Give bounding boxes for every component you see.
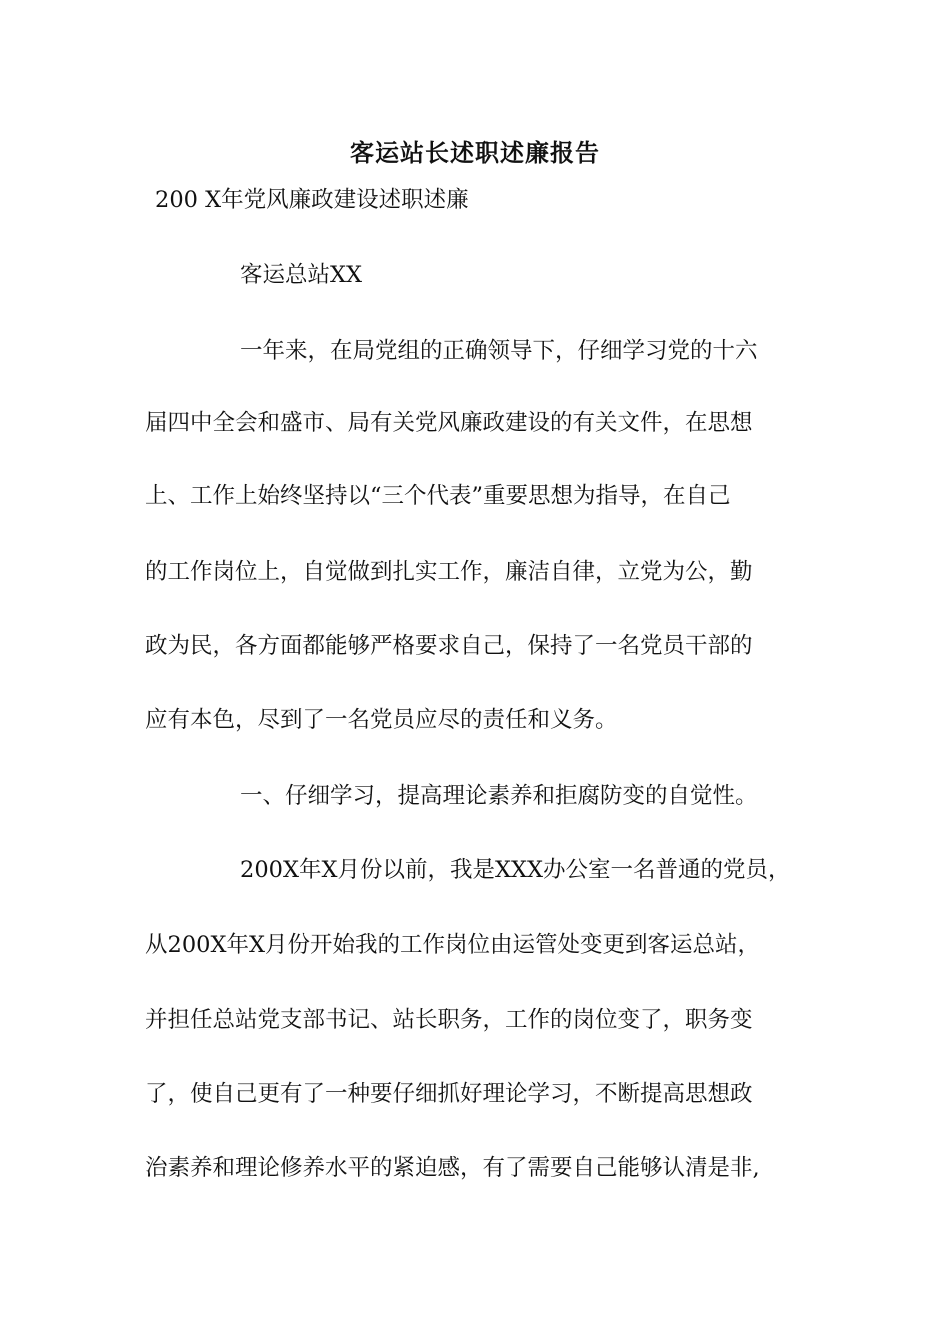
paragraph-line: 的工作岗位上，自觉做到扎实工作，廉洁自律，立党为公，勤 [145,559,753,585]
paragraph-line: 200X年X月份以前，我是XXX办公室一名普通的党员， [240,857,791,883]
paragraph-line: 了，使自己更有了一种要仔细抓好理论学习，不断提高思想政 [145,1081,753,1107]
document-title: 客运站长述职述廉报告 [350,138,600,167]
paragraph-line: 届四中全会和盛市、局有关党风廉政建设的有关文件，在思想 [145,410,753,436]
paragraph-line: 并担任总站党支部书记、站长职务，工作的岗位变了，职务变 [145,1007,753,1033]
paragraph-line: 应有本色，尽到了一名党员应尽的责任和义务。 [145,707,618,733]
paragraph-line: 一年来，在局党组的正确领导下，仔细学习党的十六 [240,338,758,364]
paragraph-line: 治素养和理论修养水平的紧迫感，有了需要自己能够认清是非, [145,1155,760,1181]
paragraph-line: 政为民，各方面都能够严格要求自己，保持了一名党员干部的 [145,633,753,659]
paragraph-line: 上、工作上始终坚持以“三个代表”重要思想为指导，在自己 [145,483,731,509]
paragraph-line: 从200X年X月份开始我的工作岗位由运管处变更到客运总站， [145,932,760,958]
document-author: 客运总站XX [240,262,363,288]
section-heading: 一、仔细学习，提高理论素养和拒腐防变的自觉性。 [240,783,758,809]
document-subtitle: 200 X年党风廉政建设述职述廉 [155,187,469,213]
